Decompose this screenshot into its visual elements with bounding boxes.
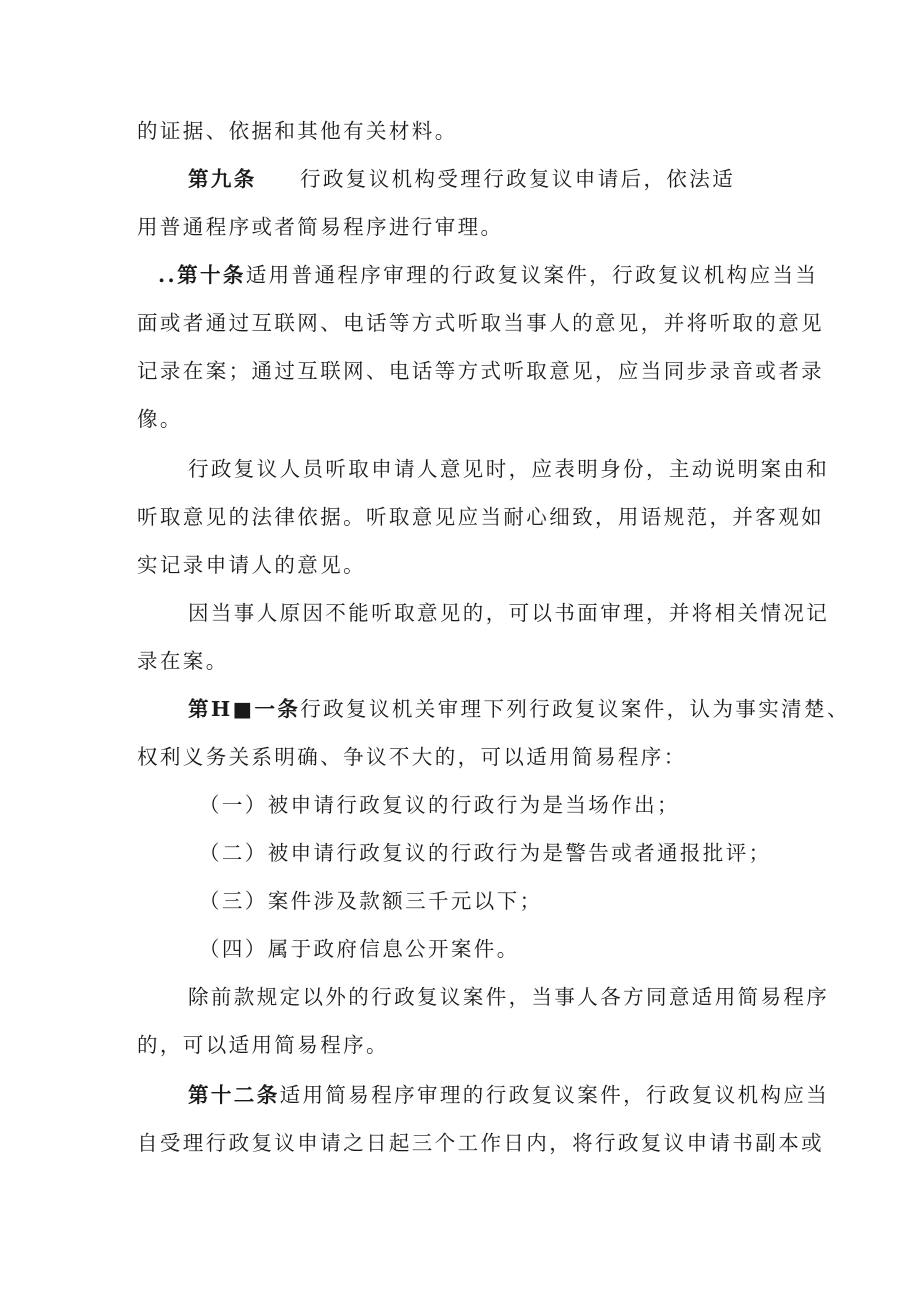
paragraph-line: 权利义务关系明确、争议不大的，可以适用简易程序：: [137, 745, 687, 769]
paragraph-line: 面或者通过互联网、电话等方式听取当事人的意见，并将听取的意见: [137, 311, 824, 335]
article-line: [158, 260, 818, 290]
paragraph-line: 录在案。: [137, 649, 229, 673]
paragraph-line: 行政复议人员听取申请人意见时，应表明身份，主动说明案由和: [188, 457, 830, 481]
paragraph-line: 用普通程序或者简易程序进行审理。: [137, 215, 504, 239]
article-line: [188, 1080, 829, 1110]
list-item: （二）被申请行政复议的行政行为是警告或者通报批评；: [199, 841, 772, 865]
list-item: （三）案件涉及款额三千元以下；: [199, 889, 543, 913]
stray-mark: ..: [158, 263, 178, 287]
article-number: 第十二条: [188, 1083, 280, 1107]
paragraph-line: 像。: [137, 407, 183, 431]
paragraph-text: 适用简易程序审理的行政复议案件，行政复议机构应当: [279, 1083, 830, 1107]
article-heading: [188, 164, 257, 194]
article-number: 第H■一条: [188, 697, 301, 721]
paragraph-line: 的证据、依据和其他有关材料。: [137, 119, 458, 143]
article-number: 第十条: [177, 263, 246, 287]
paragraph-line: 行政复议机构受理行政复议申请后，依法适: [300, 167, 736, 191]
paragraph-line: 记录在案；通过互联网、电话等方式听取意见，应当同步录音或者录: [137, 359, 824, 383]
list-item: （一）被申请行政复议的行政行为是当场作出；: [199, 793, 680, 817]
article-number: 第九条: [188, 167, 257, 191]
article-line: [188, 694, 850, 724]
paragraph-line: 听取意见的法律依据。听取意见应当耐心细致，用语规范，并客观如: [137, 505, 824, 529]
paragraph-line: 自受理行政复议申请之日起三个工作日内，将行政复议申请书副本或: [137, 1131, 824, 1155]
list-item: （四）属于政府信息公开案件。: [199, 937, 520, 961]
paragraph-line: 的，可以适用简易程序。: [137, 1033, 389, 1057]
paragraph-line: 实记录申请人的意见。: [137, 553, 366, 577]
paragraph-line: 因当事人原因不能听取意见的，可以书面审理，并将相关情况记: [188, 601, 830, 625]
paragraph-text: 适用普通程序审理的行政复议案件，行政复议机构应当当: [245, 263, 819, 287]
paragraph-line: 除前款规定以外的行政复议案件，当事人各方同意适用简易程序: [188, 985, 830, 1009]
paragraph-text: 行政复议机关审理下列行政复议案件，认为事实清楚、: [300, 697, 850, 721]
